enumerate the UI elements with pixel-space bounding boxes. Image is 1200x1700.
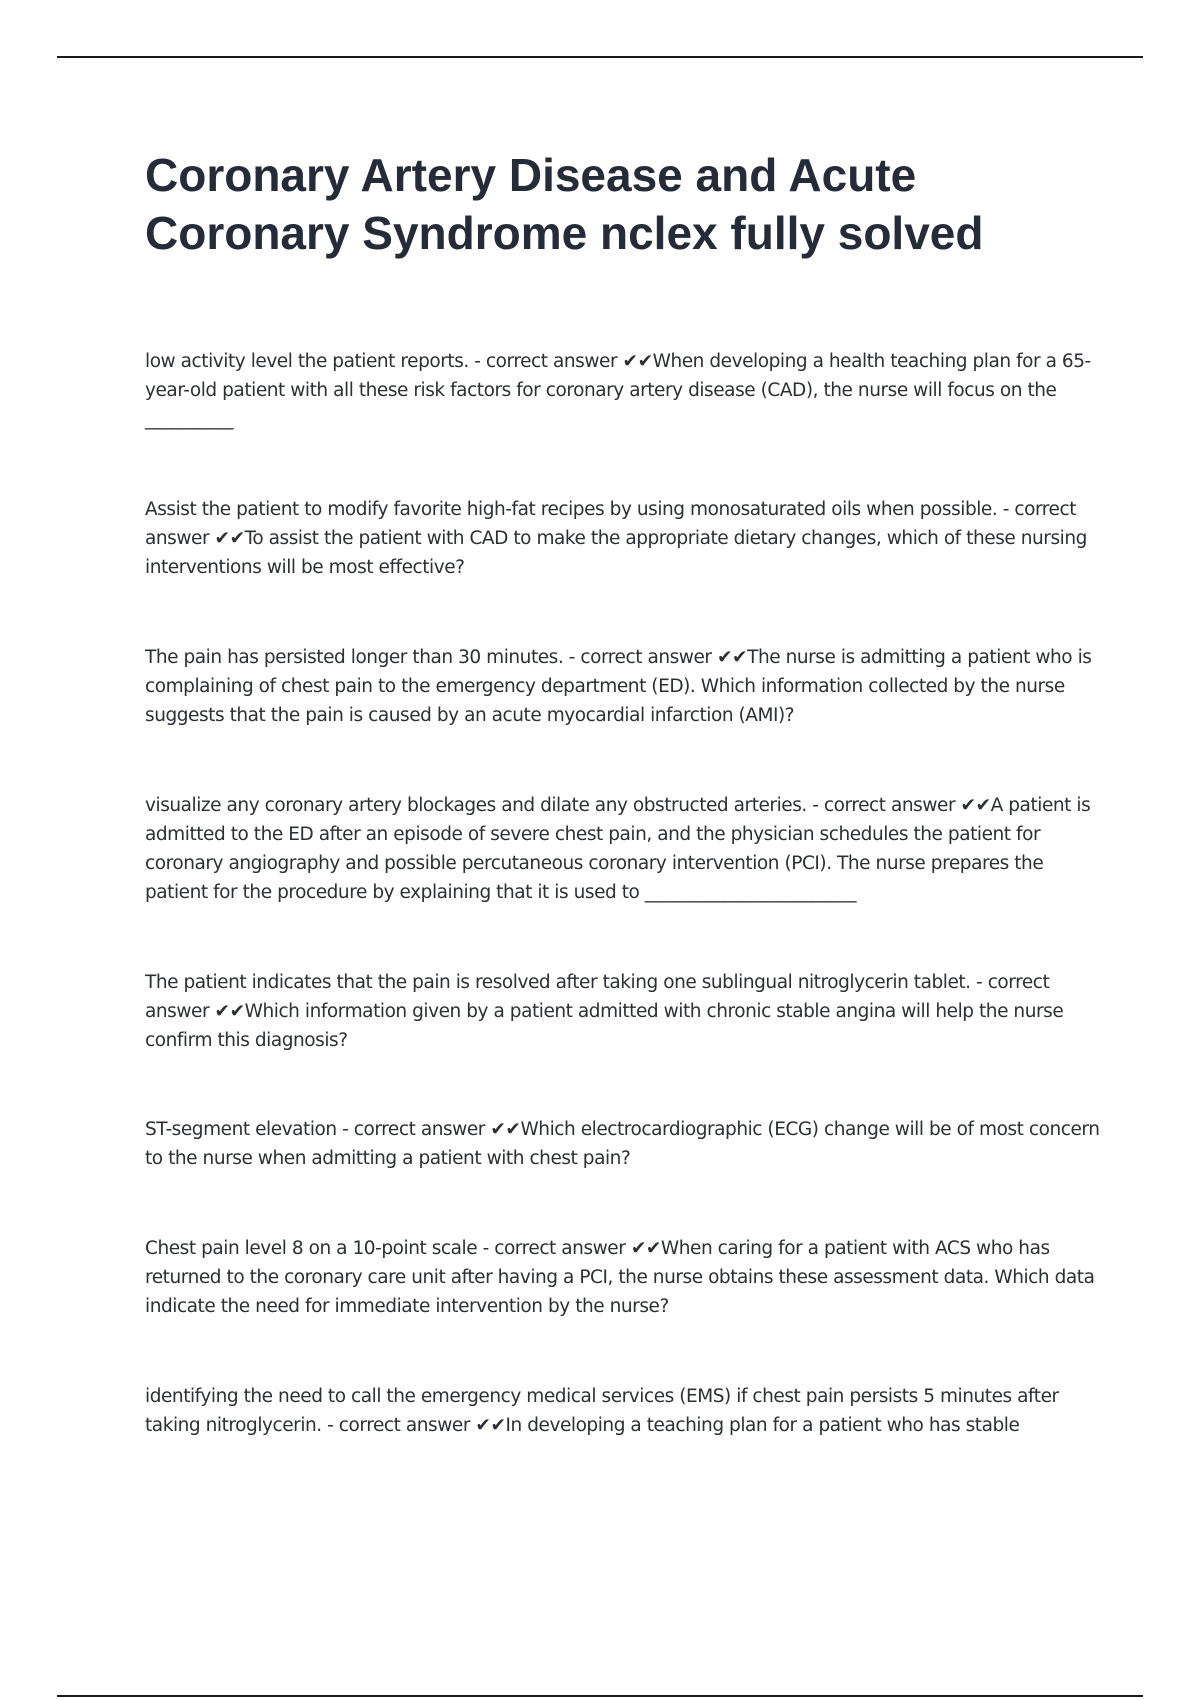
qa-item: identifying the need to call the emergency medical services (EMS) if chest pain persists 5 minutes after taking nitroglycerin. - correct answer ✔✔In developing a teaching plan for a patient who has stable	[145, 1386, 1059, 1436]
qa-item: The patient indicates that the pain is resolved after taking one sublingual nitroglycerin tablet. - correct answer ✔✔Which information given by a patient admitted with chronic stable angina will help the nurse confirm this diagnosis?	[145, 972, 1064, 1051]
qa-item: visualize any coronary artery blockages and dilate any obstructed arteries. - correct answer ✔✔A patient is admitted to the ED after an episode of severe chest pain, and the physician schedules the patient for coronary angiography and possible percutaneous coronary intervention (PCI). The nurse prepares the patient for the procedure by explaining that it is used to ________________________	[145, 795, 1091, 903]
top-divider	[57, 56, 1143, 58]
document-title: Coronary Artery Disease and Acute Coronary Syndrome nclex fully solved	[145, 149, 984, 259]
qa-item: Chest pain level 8 on a 10-point scale - correct answer ✔✔When caring for a patient with ACS who has returned to the coronary care unit after having a PCI, the nurse obtains these assessment data. Which data indicate the need for immediate intervention by the nurse?	[145, 1238, 1095, 1317]
qa-item: The pain has persisted longer than 30 minutes. - correct answer ✔✔The nurse is admitting a patient who is complaining of chest pain to the emergency department (ED). Which information collected by the nurse suggests that the pain is caused by an acute myocardial infarction (AMI)?	[145, 647, 1092, 726]
qa-item: ST-segment elevation - correct answer ✔✔Which electrocardiographic (ECG) change will be of most concern to the nurse when admitting a patient with chest pain?	[145, 1119, 1100, 1169]
qa-item: low activity level the patient reports. - correct answer ✔✔When developing a health teaching plan for a 65-year-old patient with all these risk factors for coronary artery disease (CAD), the nurse will focus on the __________	[145, 351, 1091, 430]
qa-item: Assist the patient to modify favorite high-fat recipes by using monosaturated oils when possible. - correct answer ✔✔To assist the patient with CAD to make the appropriate dietary changes, which of these nursing interventions will be most effective?	[145, 499, 1087, 578]
qa-list	[145, 347, 1100, 1501]
bottom-divider	[57, 1695, 1143, 1697]
